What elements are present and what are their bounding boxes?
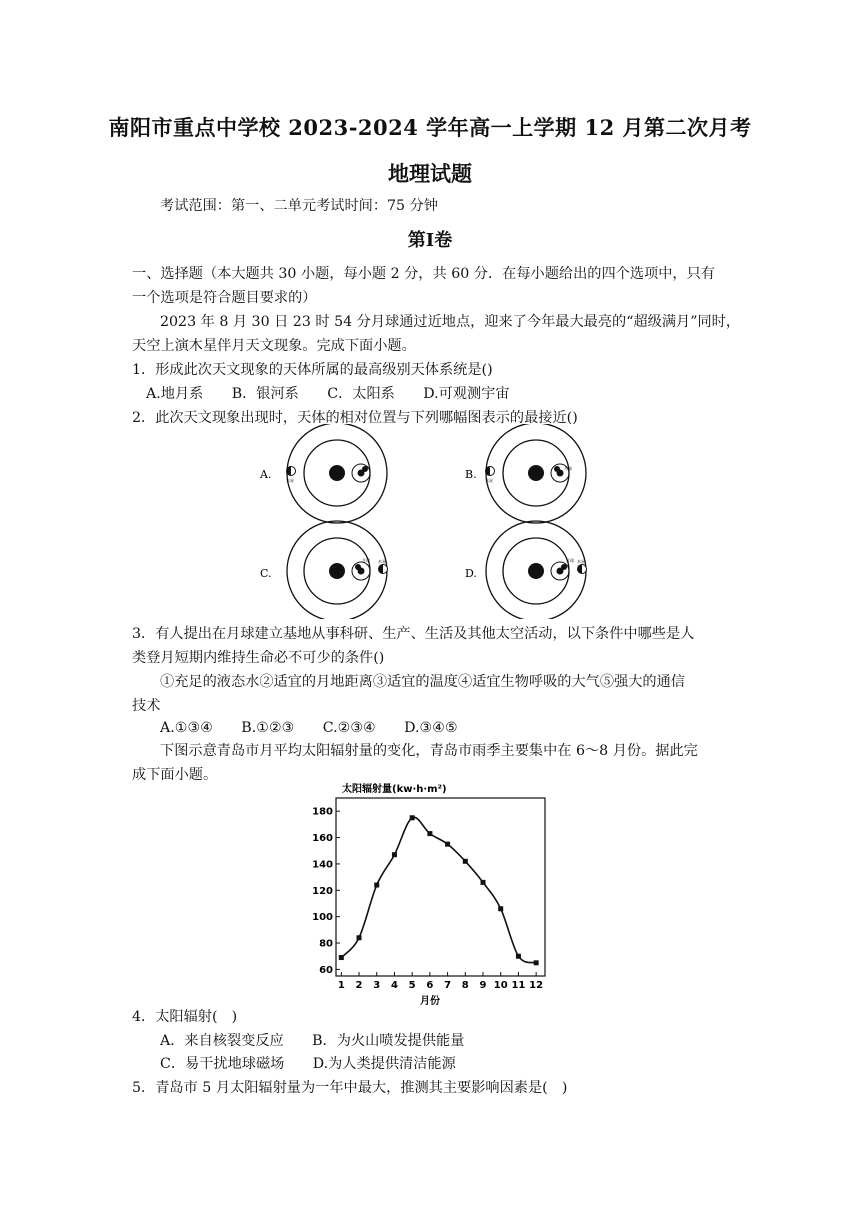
label-c: C. xyxy=(260,567,272,580)
x-tick-label: 6 xyxy=(426,980,434,991)
question-1-options: A.地月系 B．银河系 C．太阳系 D.可观测宇宙 xyxy=(146,386,510,402)
plot-frame xyxy=(336,798,545,976)
solar-radiation-chart xyxy=(310,780,555,1008)
question-3-items-1: ①充足的液态水②适宜的月地距离③适宜的温度④适宜生物呼吸的大气⑤强大的通信 xyxy=(160,674,685,690)
material-2-line-2: 成下面小题。 xyxy=(132,767,218,783)
y-tick-label: 60 xyxy=(319,964,333,976)
x-tick-label: 10 xyxy=(493,980,508,991)
orbit-diagram-a xyxy=(259,424,387,523)
series-line xyxy=(341,817,536,963)
question-3-stem-1: 3．有人提出在月球建立基地从事科研、生产、生活及其他太空活动，以下条件中哪些是人 xyxy=(132,626,695,642)
x-tick-label: 7 xyxy=(444,980,452,991)
data-point xyxy=(445,842,450,847)
x-tick-label: 8 xyxy=(461,980,469,991)
moon-label: 月球 xyxy=(362,558,370,563)
x-tick-label: 3 xyxy=(373,980,381,991)
x-tick-label: 1 xyxy=(337,980,345,991)
question-3-stem-2: 类登月短期内维持生命必不可少的条件() xyxy=(132,650,385,666)
moon-icon xyxy=(561,564,567,570)
question-4-options-2: C．易干扰地球磁场 D.为人类提供清洁能源 xyxy=(160,1056,456,1072)
data-point xyxy=(516,954,521,959)
question-2-stem: 2．此次天文现象出现时，天体的相对位置与下列哪幅图表示的最接近() xyxy=(132,410,578,426)
chart-xlabel: 月份 xyxy=(420,996,440,1007)
volume-heading: 第Ⅰ卷 xyxy=(407,230,453,251)
orbit-diagram-b xyxy=(465,424,586,523)
data-point xyxy=(498,906,503,911)
sun-icon xyxy=(528,465,544,481)
orbit-diagram-d xyxy=(465,521,587,619)
exam-subtitle: 地理试题 xyxy=(388,161,472,186)
x-tick-label: 9 xyxy=(479,980,487,991)
x-tick-label: 12 xyxy=(529,980,544,991)
data-point xyxy=(463,859,468,864)
moon-label: 月球 xyxy=(564,466,572,471)
x-tick-label: 5 xyxy=(408,980,416,991)
moon-icon xyxy=(355,564,361,570)
orbit-diagram-c xyxy=(260,521,388,619)
jupiter-label: 木星 xyxy=(577,559,585,564)
sun-icon xyxy=(329,563,345,579)
data-point xyxy=(374,883,379,888)
y-tick-label: 80 xyxy=(319,938,333,950)
jupiter-label: 木星 xyxy=(286,478,294,483)
data-point xyxy=(427,831,432,836)
exam-scope: 考试范围：第一、二单元考试时间：75 分钟 xyxy=(160,198,438,214)
question-4-stem: 4．太阳辐射( ) xyxy=(132,1009,238,1025)
sun-icon xyxy=(528,563,544,579)
y-tick-label: 160 xyxy=(312,833,333,845)
question-5-stem: 5．青岛市 5 月太阳辐射量为一年中最大，推测其主要影响因素是( ) xyxy=(132,1080,568,1096)
data-point xyxy=(534,960,539,965)
y-tick-label: 100 xyxy=(312,912,333,924)
jupiter-label: 木星 xyxy=(378,559,386,564)
moon-icon xyxy=(554,466,560,472)
y-tick-label: 120 xyxy=(312,885,333,897)
data-point xyxy=(339,955,344,960)
x-tick-label: 11 xyxy=(511,980,526,991)
material-2-line-1: 下图示意青岛市月平均太阳辐射量的变化，青岛市雨季主要集中在 6～8 月份。据此完 xyxy=(160,743,698,759)
data-point xyxy=(357,935,362,940)
data-point xyxy=(392,852,397,857)
data-point xyxy=(410,815,415,820)
x-tick-label: 2 xyxy=(355,980,363,991)
label-b: B. xyxy=(465,468,477,481)
y-tick-label: 140 xyxy=(312,859,333,871)
question-1-stem: 1．形成此次天文现象的天体所属的最高级别天体系统是() xyxy=(132,362,493,378)
moon-icon xyxy=(362,466,368,472)
section-instruction-1: 一、选择题（本大题共 30 小题，每小题 2 分，共 60 分．在每小题给出的四个选项中，只有 xyxy=(132,266,715,282)
orbit-diagrams xyxy=(250,424,600,619)
question-3-options: A.①③④ B.①②③ C.②③④ D.③④⑤ xyxy=(160,720,458,736)
section-instruction-2: 一个选项是符合题目要求的） xyxy=(132,290,317,306)
question-4-options-1: A．来自核裂变反应 B．为火山喷发提供能量 xyxy=(160,1033,465,1049)
exam-title: 南阳市重点中学校 2023-2024 学年高一上学期 12 月第二次月考 xyxy=(108,115,752,140)
jupiter-label: 木星 xyxy=(485,478,493,483)
chart-ylabel: 太阳辐射量(kw·h·m²) xyxy=(342,784,447,795)
sun-icon xyxy=(329,465,345,481)
moon-label: 月球 xyxy=(566,558,574,563)
material-1-line-2: 天空上演木星伴月天文现象。完成下面小题。 xyxy=(132,338,416,354)
data-point xyxy=(481,880,486,885)
y-tick-label: 180 xyxy=(312,806,333,818)
material-1-line-1: 2023 年 8 月 30 日 23 时 54 分月球通过近地点，迎来了今年最大最亮的“超级满月”同时， xyxy=(160,314,741,330)
label-d: D. xyxy=(465,567,477,580)
x-tick-label: 4 xyxy=(390,980,398,991)
question-3-items-2: 技术 xyxy=(132,698,161,714)
label-a: A. xyxy=(260,468,272,481)
